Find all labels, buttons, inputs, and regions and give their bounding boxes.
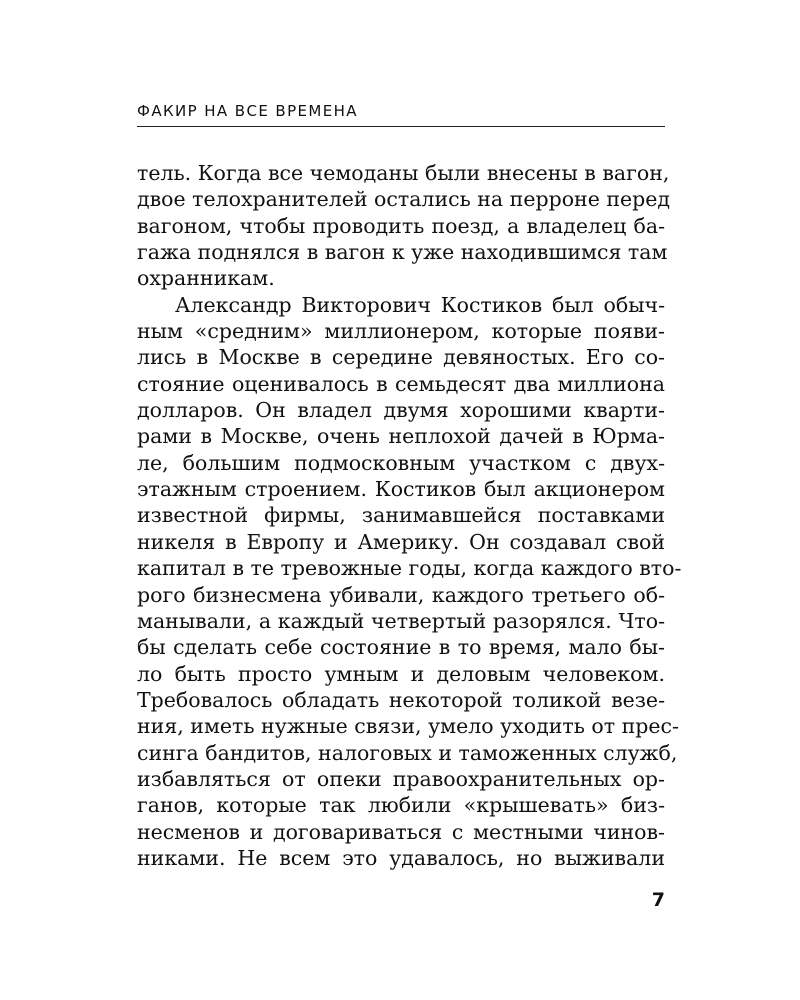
text-line: никеля в Европу и Америку. Он создавал свой (137, 529, 665, 554)
text-line: рами в Москве, очень неплохой дачей в Юрма- (137, 424, 665, 449)
text-line: ния, иметь нужные связи, умело уходить от прес- (137, 714, 679, 739)
running-head: ФАКИР НА ВСЕ ВРЕМЕНА (137, 102, 358, 120)
text-line: рого бизнесмена убивали, каждого третьего об- (137, 582, 665, 607)
page-number: 7 (651, 889, 665, 911)
text-line: гажа поднялся в вагон к уже находившимся там (137, 240, 668, 265)
text-line: лись в Москве в середине девяностых. Его со- (137, 345, 665, 370)
text-line: Требовалось обладать некоторой толикой везе- (137, 687, 665, 712)
text-line: бы сделать себе состояние в то время, мало бы- (137, 635, 665, 660)
text-line: избавляться от опеки правоохранительных ор- (137, 766, 665, 791)
text-line: синга бандитов, налоговых и таможенных служб, (137, 740, 678, 765)
text-line: известной фирмы, занимавшейся поставками (137, 503, 665, 528)
text-line: ле, большим подмосковным участком с двух- (137, 450, 665, 475)
text-line: стояние оценивалось в семьдесят два миллиона (137, 371, 665, 396)
header-rule (137, 126, 665, 127)
text-line: долларов. Он владел двумя хорошими кварти- (137, 398, 665, 423)
text-line: двое телохранителей остались на перроне перед (137, 187, 671, 212)
text-line: несменов и договариваться с местными чинов- (137, 819, 665, 844)
text-line: манывали, а каждый четвертый разорялся. Что- (137, 608, 665, 633)
text-line: Александр Викторович Костиков был обыч- (175, 292, 665, 317)
text-line: ным «средним» миллионером, которые появи- (137, 319, 665, 344)
text-line: капитал в те тревожные годы, когда каждого вто- (137, 556, 682, 581)
text-line: ло быть просто умным и деловым человеком. (137, 661, 665, 686)
text-line: этажным строением. Костиков был акционером (137, 477, 665, 502)
text-line: никами. Не всем это удавалось, но выживали (137, 845, 665, 870)
text-line: ганов, которые так любили «крышевать» биз- (137, 793, 665, 818)
text-line: охранникам. (137, 266, 275, 291)
text-line: тель. Когда все чемоданы были внесены в вагон, (137, 161, 670, 185)
body-text (137, 160, 682, 871)
text-line: вагоном, чтобы проводить поезд, а владелец ба- (137, 213, 665, 238)
